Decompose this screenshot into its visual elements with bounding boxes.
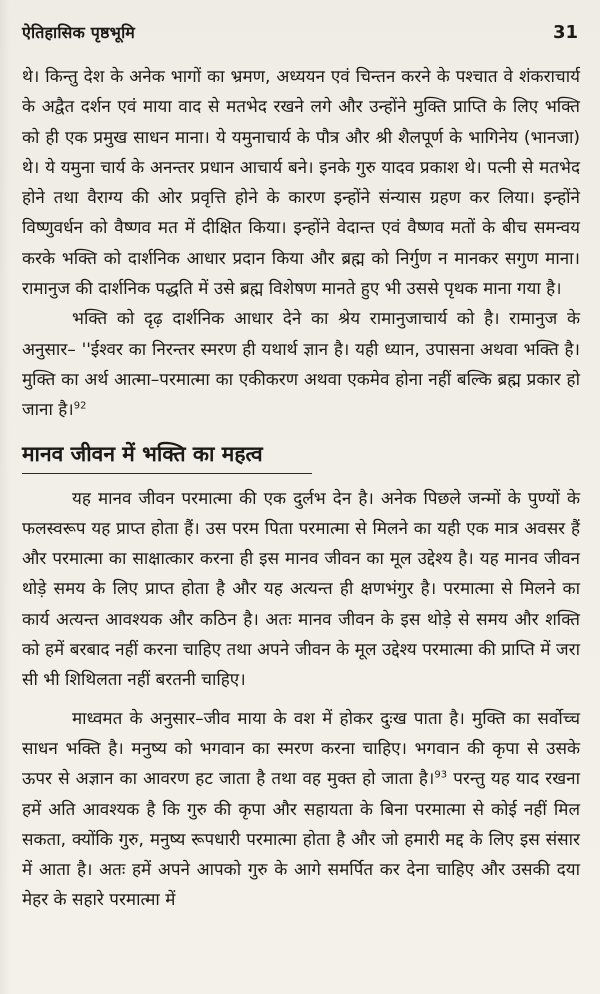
running-title: ऐतिहासिक पृष्ठभूमि [22,23,136,42]
paragraph-2-text: भक्ति को दृढ़ दार्शनिक आधार देने का श्रेय रामानुजाचार्य को है। रामानुज के अनुसार– ''ईश्वर का निरन्तर स्मरण ही यथार्थ ज्ञान है। यही ध्यान, उपासना अथवा भक्ति है। मुक्ति का अर्थ आत्मा–परमात्मा का एकीकरण अथवा एकमेव होना नहीं बल्कि ब्रह्म प्रकार हो जाना है। [22,309,580,421]
paragraph-4-text-after: परन्तु यह याद रखना हमें अति आवश्यक है कि गुरु की कृपा और सहायता के बिना परमात्मा से कोई नहीं मिल सकता, क्योंकि गुरु, मनुष्य रूपधारी परमात्मा होता है और जो हमारी मद्द के लिए इस संसार में आता है। अतः हमें अपने आपको गुरु के आगे समर्पित कर देना चाहिए और उसकी दया मेहर के सहारे परमात्मा में [22,769,581,911]
paragraph-2 [22,304,580,425]
page-number: 31 [552,21,578,43]
paragraph-1: थे। किन्तु देश के अनेक भागों का भ्रमण, अध्ययन एवं चिन्तन करने के पश्चात वे शंकराचार्य के अद्वैत दर्शन एवं माया वाद से मतभेद रखने लगे और उन्होंने मुक्ति प्राप्ति के लिए भक्ति को ही एक प्रमुख साधन माना। ये यमुनाचार्य के पौत्र और श्री शैलपूर्ण के भागिनेय (भानजा) थे। ये यमुना चार्य के अनन्तर प्रधान आचार्य बने। इनके गुरु यादव प्रकाश थे। पत्नी से मतभेद होने तथा वैराग्य की ओर प्रवृत्ति होने के कारण इन्होंने संन्यास ग्रहण कर लिया। इन्होंने विष्णुवर्धन को वैष्णव मत में दीक्षित किया। इन्होंने वेदान्त एवं वैष्णव मतों के बीच समन्वय करके भक्ति को दार्शनिक आधार प्रदान किया और ब्रह्म को निर्गुण न मानकर सगुण माना। रामानुज की दार्शनिक पद्धति में उसे ब्रह्म विशेषण मानते हुए भी उससे पृथक माना गया है। [22,67,580,300]
footnote-92-marker: 92 [73,400,87,412]
paragraph-4-text-before: माध्वमत के अनुसार–जीव माया के वश में होकर दुःख पाता है। मुक्ति का सर्वोच्च साधन भक्ति है। मनुष्य को भगवान का स्मरण करना चाहिए। भगवान की कृपा से उसके ऊपर से अज्ञान का आवरण हट जाता है तथा वह मुक्त हो जाता है। [22,708,580,790]
section-heading: मानव जीवन में भक्ति का महत्व [22,440,580,474]
page-content [22,62,580,978]
paragraph-spacer [22,696,580,704]
paragraph-3: यह मानव जीवन परमात्मा की एक दुर्लभ देन है। अनेक पिछले जन्मों के पुण्यों के फलस्वरूप यह प्राप्त होता हैं। उस परम पिता परमात्मा से मिलने का यही एक मात्र अवसर हैं और परमात्मा का साक्षात्कार करना ही इस मानव जीवन का मूल उद्देश्य है। यह मानव जीवन थोड़े समय के लिए प्राप्त होता है और यह अत्यन्त ही क्षणभंगुर है। परमात्मा से मिलने का कार्य अत्यन्त आवश्यक और कठिन है। अतः मानव जीवन के इस थोड़े से समय और शक्ति को हमें बरबाद नहीं करना चाहिए तथा अपने जीवन के मूल उद्देश्य परमात्मा की प्राप्ति में जरा सी भी शिथिलता नहीं बरतनी चाहिए। [22,488,580,691]
page-header [22,18,578,46]
footnote-93-marker: 93 [434,769,448,781]
paragraph-4 [22,704,580,916]
